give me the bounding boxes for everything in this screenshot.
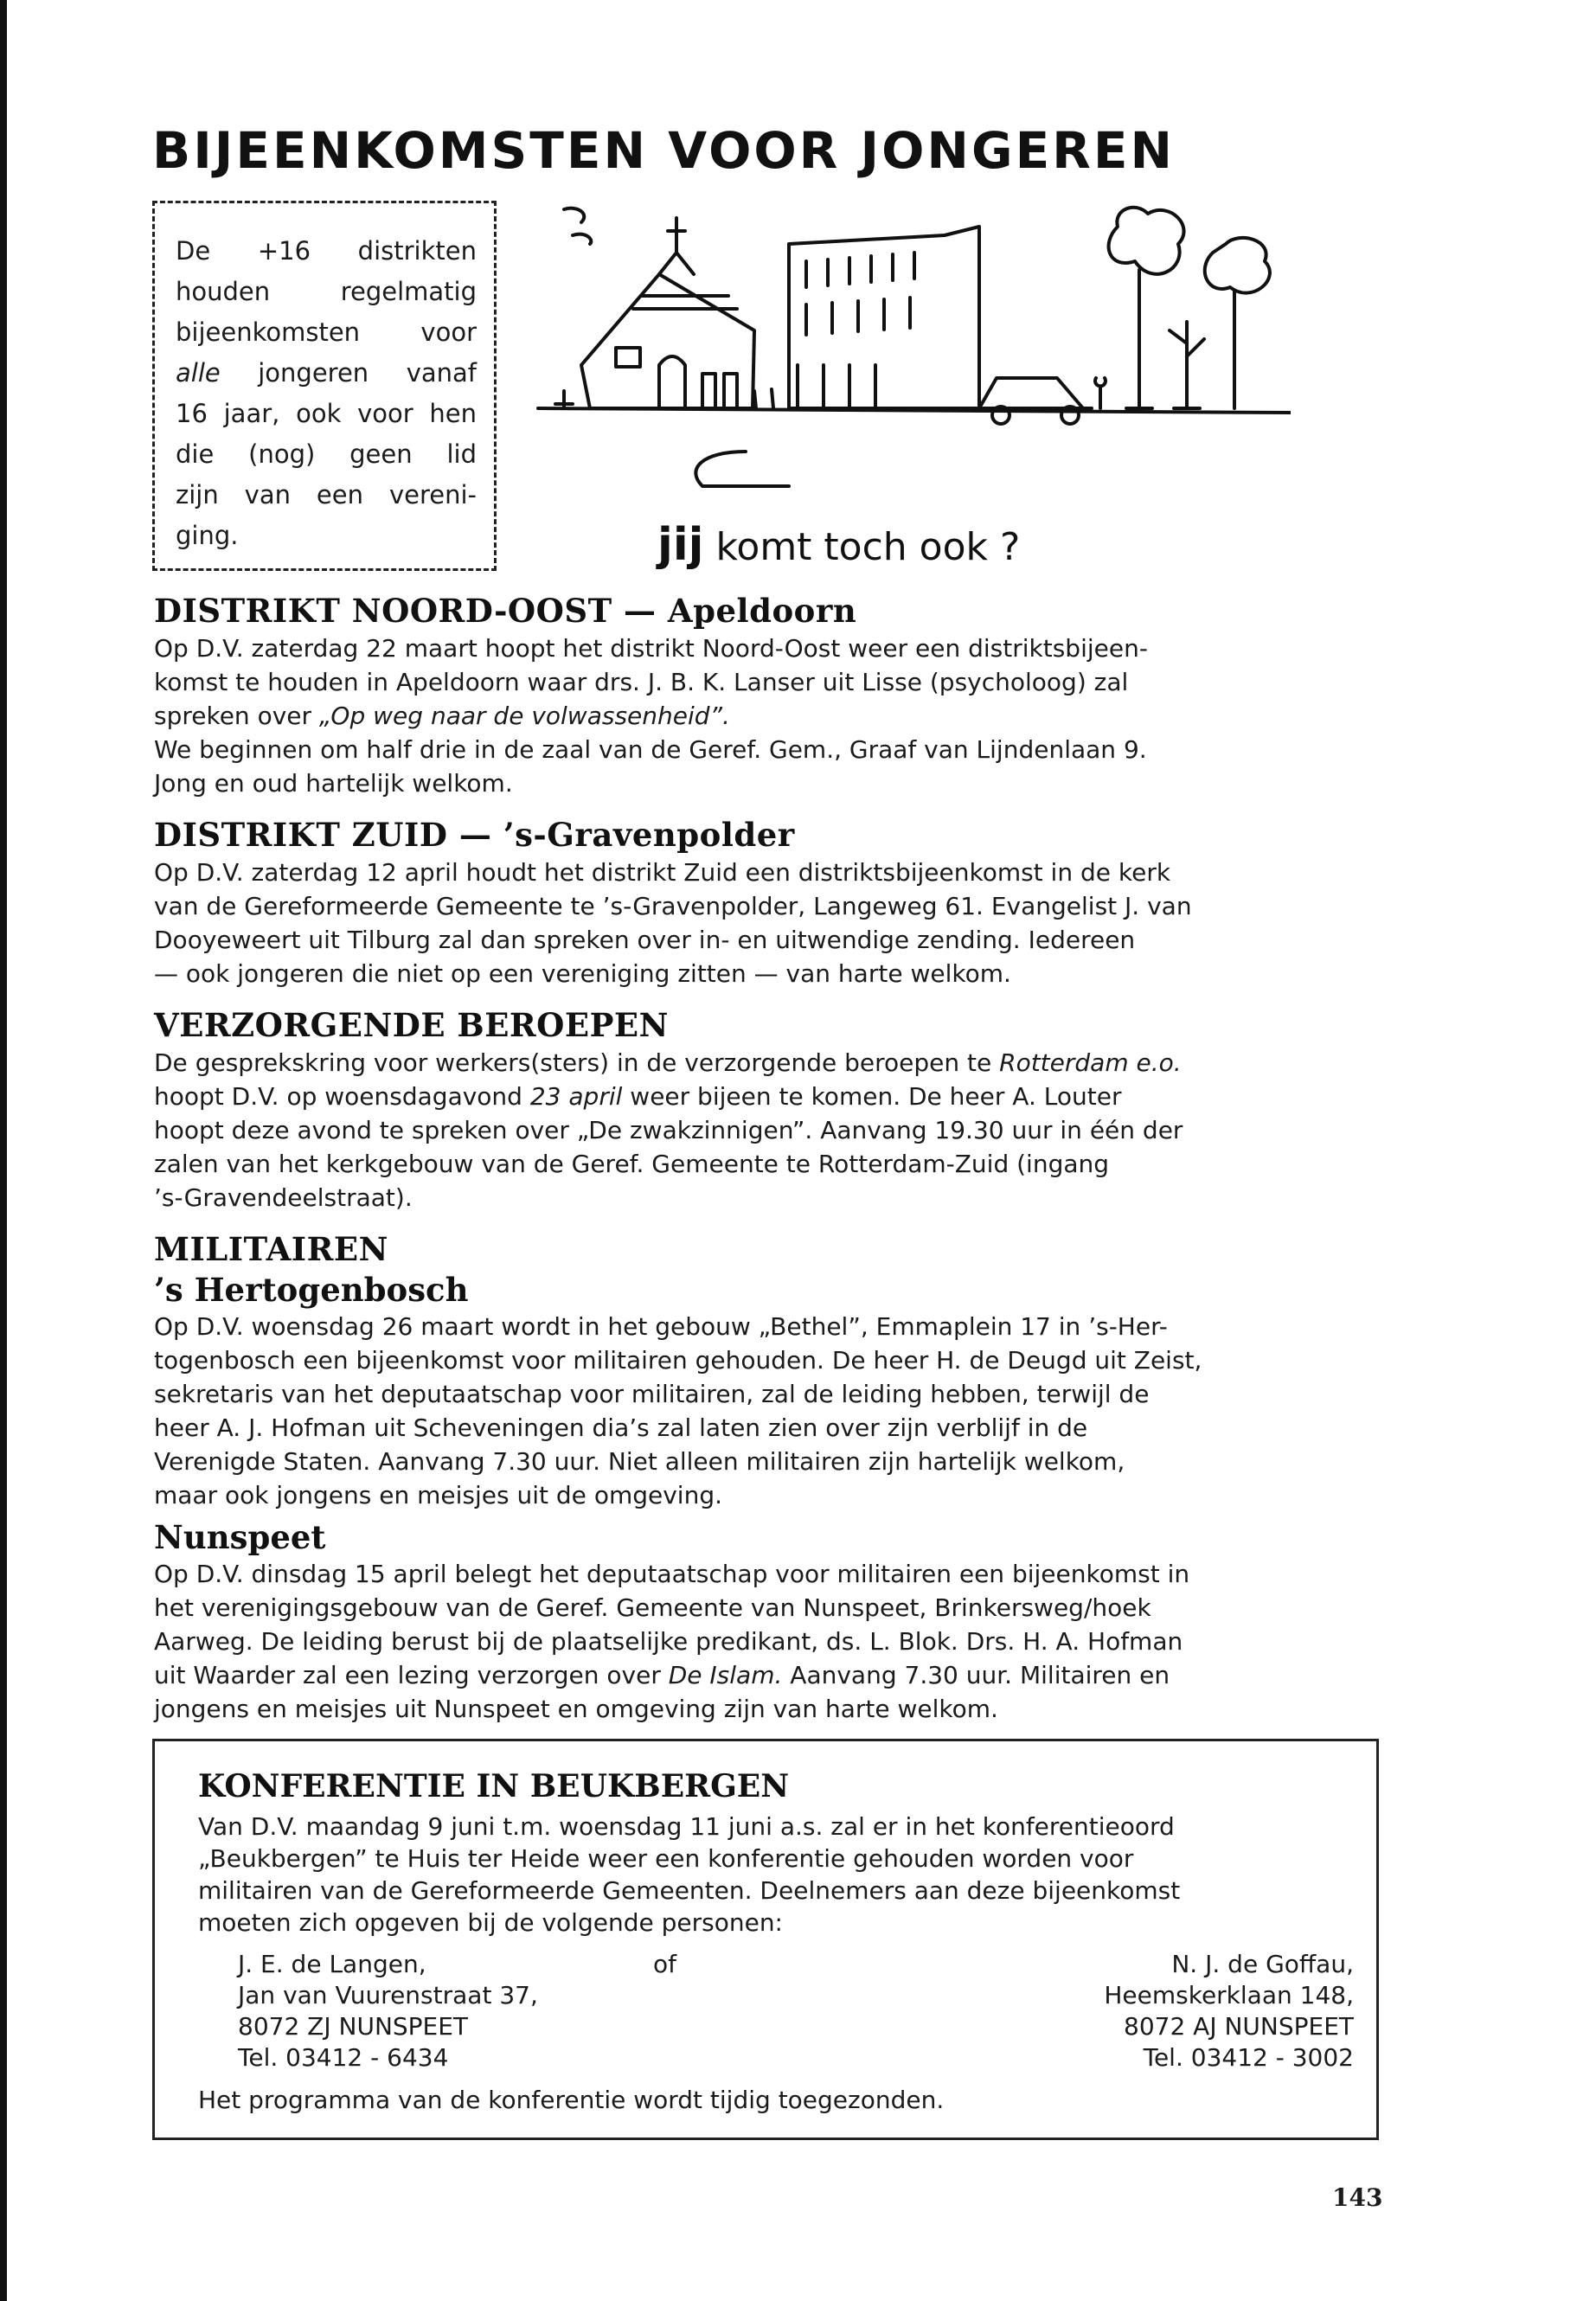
- intro-line: 16 jaar, ook voor hen: [176, 399, 477, 428]
- conference-footer: Het programma van de konferentie wordt tijdig toegezonden.: [198, 2086, 945, 2114]
- intro-line: die (nog) geen lid: [176, 439, 477, 469]
- section-heading-zuid: DISTRIKT ZUID — ’s-Gravenpolder: [154, 816, 795, 854]
- conference-box: [152, 1739, 1379, 2140]
- contact2-name: N. J. de Goffau,: [1171, 1950, 1354, 1978]
- intro-line: houden regelmatig: [176, 277, 477, 306]
- contact-addresses: [238, 1949, 1354, 2073]
- or-label: of: [653, 1950, 676, 1978]
- contact1-name: J. E. de Langen,: [238, 1950, 426, 1978]
- illustration-slogan: [657, 519, 1020, 571]
- intro-line: De +16 distrikten: [176, 236, 477, 266]
- page-number: 143: [1332, 2183, 1383, 2212]
- village-sketch-illustration: [529, 192, 1291, 503]
- paragraph: Op D.V. dinsdag 15 april belegt het deputaatschap voor militairen een bijeenkomst in het verenigingsgebouw van de Geref. Gemeente van Nunspeet, Brinkersweg/hoek Aarweg. De leiding berust bij de plaatselijke predikant, ds. L. Blok. Drs. H. A. Hofman uit Waarder zal een lezing verzorgen over De Islam. Aanvang 7.30 uur. Militairen en jongens en meisjes uit Nunspeet en omgeving zijn van harte welkom.: [154, 1560, 1190, 1723]
- contact2-street: Heemskerklaan 148,: [1104, 1981, 1354, 2009]
- subheading-nunspeet: Nunspeet: [154, 1518, 326, 1556]
- paragraph: Op D.V. zaterdag 12 april houdt het distrikt Zuid een distriktsbijeenkomst in de kerk van de Gereformeerde Gemeente te ’s-Gravenpolder, Langeweg 61. Evangelist J. van Dooyeweert uit Tilburg zal dan spreken over in- en uitwendige zending. Iedereen — ook jongeren die niet op een vereniging zitten — van harte welkom.: [154, 858, 1192, 988]
- contact2-city: 8072 AJ NUNSPEET: [1124, 2012, 1354, 2041]
- paragraph: Op D.V. woensdag 26 maart wordt in het gebouw „Bethel”, Emmaplein 17 in ’s-Her- togenbosch een bijeenkomst voor militairen gehouden. De heer H. de Deugd uit Zeist, sekretaris van het deputaatschap voor militairen, zal de leiding hebben, terwijl de heer A. J. Hofman uit Scheveningen dia’s zal laten zien over zijn verblijf in de Verenigde Staten. Aanvang 7.30 uur. Niet alleen militairen zijn hartelijk welkom, maar ook jongens en meisjes uit de omgeving.: [154, 1312, 1202, 1509]
- articles: [154, 590, 1378, 1740]
- slogan-bold: jij: [657, 519, 704, 571]
- contact1-phone: Tel. 03412 - 6434: [238, 2043, 449, 2072]
- section-heading-noordoost: DISTRIKT NOORD-OOST — Apeldoorn: [154, 592, 857, 630]
- paragraph: Op D.V. zaterdag 22 maart hoopt het distrikt Noord-Oost weer een distriktsbijeen- komst te houden in Apeldoorn waar drs. J. B. K. Lanser uit Lisse (psycholoog) zal spreken over „Op weg naar de volwassenheid”.: [154, 634, 1148, 730]
- conference-text: Van D.V. maandag 9 juni t.m. woensdag 11 juni a.s. zal er in het konferentieoord „Beukbergen” te Huis ter Heide weer een konferentie gehouden worden voor militairen van de Gereformeerde Gemeenten. Deelnemers aan deze bijeenkomst moeten zich opgeven bij de volgende personen:: [198, 1812, 1181, 1937]
- intro-line: bijeenkomsten voor: [176, 317, 477, 347]
- section-heading-militairen: MILITAIREN: [154, 1230, 388, 1268]
- contact1-city: 8072 ZJ NUNSPEET: [238, 2012, 469, 2041]
- conference-title: KONFERENTIE IN BEUKBERGEN: [198, 1768, 790, 1804]
- contact2-phone: Tel. 03412 - 3002: [1143, 2043, 1354, 2072]
- intro-line: zijn van een vereni-: [176, 480, 477, 510]
- paragraph: We beginnen om half drie in de zaal van de Geref. Gem., Graaf van Lijndenlaan 9. Jong en oud hartelijk welkom.: [154, 735, 1147, 798]
- intro-line: ging.: [176, 521, 239, 550]
- section-heading-verzorgende: VERZORGENDE BEROEPEN: [154, 1006, 669, 1044]
- intro-box: [152, 201, 497, 571]
- intro-line: alle jongeren vanaf: [176, 358, 477, 388]
- paragraph: De gesprekskring voor werkers(sters) in de verzorgende beroepen te Rotterdam e.o. hoopt D.V. op woensdagavond 23 april weer bijeen te komen. De heer A. Louter hoopt deze avond te spreken over „De zwakzinnigen”. Aanvang 19.30 uur in één der zalen van het kerkgebouw van de Geref. Gemeente te Rotterdam-Zuid (ingang ’s-Gravendeelstraat).: [154, 1048, 1183, 1212]
- page-spine-edge: [0, 0, 7, 2301]
- slogan-rest: komt toch ook ?: [715, 525, 1021, 569]
- subheading-hertogenbosch: ’s Hertogenbosch: [154, 1271, 469, 1309]
- page-title: BIJEENKOMSTEN VOOR JONGEREN: [152, 121, 1176, 180]
- contact1-street: Jan van Vuurenstraat 37,: [238, 1981, 538, 2009]
